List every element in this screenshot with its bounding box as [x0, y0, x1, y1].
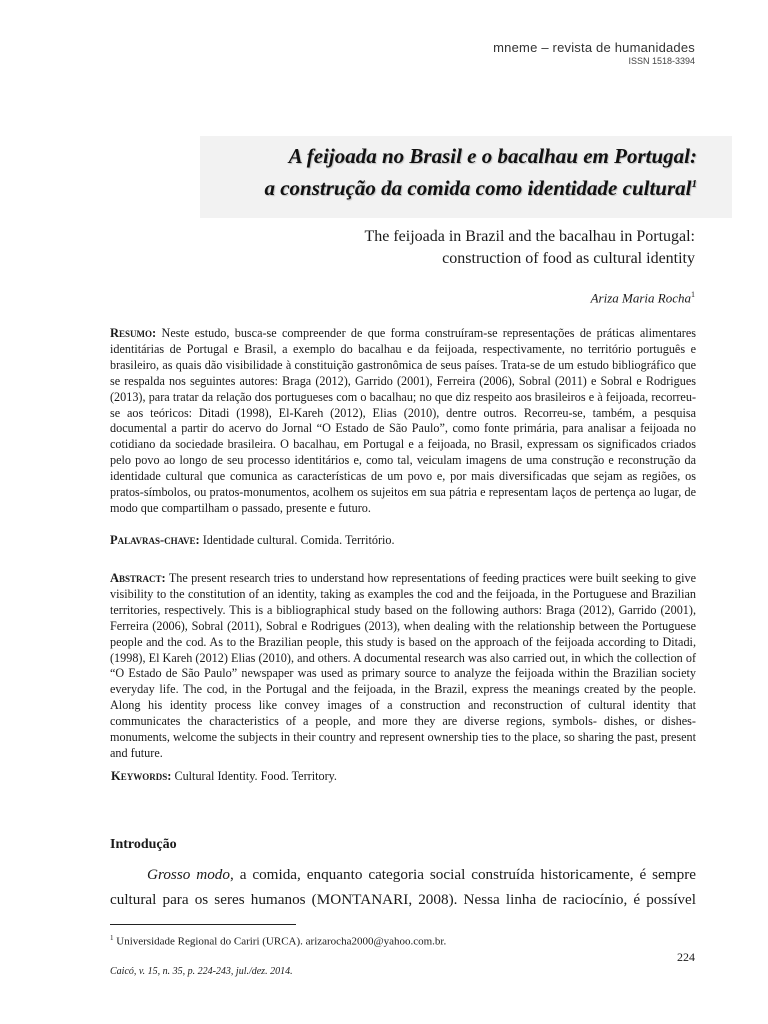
- keywords-label: Keywords:: [111, 769, 172, 783]
- footnote-divider: [110, 924, 296, 925]
- intro-line1: [110, 866, 696, 884]
- abstract-text: The present research tries to understand how representations of feeding practices were built seeking to give visibility to the constitution of an identity, taking as examples the cod and the feijoada, in the Portuguese and Brazilian territories, respectively. This is a bibliographical study based on the following authors: Braga (2012), Garrido (2001), Ferreira (2006), Sobral (2011), Sobral e Rodrigues (2013), when dealing with the relationship between the Portuguese people and the cod. As to the Brazilian people, this study is based on the approach of the feijoada according to Ditadi, (1998), El Kareh (2012) Elias (2010), and others. A documental research was also carried out, in which the collection of “O Estado de São Paulo” newspaper was used as primary source to analyze the feijoada within the Brazilian society everyday life. The cod, in the Portugal and the feijoada, in the Brazil, express the meanings created by the people. Along his identity process like convey images of a construction and reconstruction of cultural identity that communicates the characteristics of a people, and more they are diverse regions, symbols- dishes, or dishes- monuments, welcome the subjects in their country and represent ownership ties to the place, so sharing the past, present and future.: [110, 571, 697, 760]
- english-title-line2: construction of food as cultural identity: [442, 250, 695, 267]
- journal-citation: Caicó, v. 15, n. 35, p. 224-243, jul./dez. 2014.: [110, 966, 293, 977]
- page-number: 224: [677, 950, 695, 964]
- resumo-paragraph: [110, 326, 696, 517]
- intro-line1-text: , a comida, enquanto categoria social construída historicamente, é sempre: [229, 866, 696, 883]
- section-heading-introducao: Introdução: [110, 837, 177, 852]
- footnote: [110, 934, 446, 948]
- intro-italic-term: Grosso modo: [147, 866, 230, 883]
- journal-name: mneme – revista de humanidades: [493, 40, 695, 55]
- resumo-text: Neste estudo, busca-se compreender de que forma construíram-se representações de práticas alimentares identitárias de Portugal e Brasil, a exemplo do bacalhau e da feijoada, respectivamente, no território português e brasileiro, as quais dão visibilidade à constituição gastronômica de seus países. Trata-se de um estudo bibliográfico que se respalda nos seguintes autores: Braga (2012), Garrido (2001), Ferreira (2006), Sobral (2011) e Sobral e Rodrigues (2013), para tratar da relação dos portugueses com o bacalhau; no que diz respeito aos brasileiros e à feijoada, recorreu-se aos teóricos: Ditadi (1998), El-Kareh (2012), Elias (2010), dentre outros. Recorreu-se, também, a pesquisa documental a partir do acervo do Jornal “O Estado de São Paulo”, como fonte primária, para analisar a feijoada no cotidiano da sociedade brasileira. O bacalhau, em Portugal e a feijoada, no Brasil, expressam os significados criados pelo povo ao longo de seu processo identitários e, como tal, veiculam imagens de uma construção e reconstrução da identidade cultural que comunica as características de um povo e, por mais diversificadas que sejam as regiões, os pratos-símbolos, ou pratos-monumentos, acolhem os sujeitos em sua pátria e representam laços de pertença ao lugar, de modo que compartilham o passado, presente e futuro.: [110, 326, 696, 515]
- palavras-chave: [110, 533, 395, 548]
- palavras-chave-label: Palavras-chave:: [110, 533, 200, 547]
- issn: ISSN 1518-3394: [628, 56, 695, 66]
- author-footnote-mark[interactable]: 1: [691, 290, 695, 299]
- abstract-label: Abstract:: [110, 571, 166, 585]
- title-footnote-mark[interactable]: 1: [691, 178, 697, 190]
- article-title-line2: [264, 176, 697, 201]
- keywords-text: Cultural Identity. Food. Territory.: [174, 769, 337, 783]
- keywords: [111, 769, 337, 784]
- author-name: Ariza Maria Rocha: [590, 290, 691, 306]
- footnote-mark: 1: [110, 934, 114, 942]
- article-title-line2-text: a construção da comida como identidade cultural: [264, 176, 692, 200]
- resumo-label: Resumo:: [110, 326, 157, 340]
- palavras-chave-text: Identidade cultural. Comida. Território.: [202, 533, 395, 547]
- footnote-text: Universidade Regional do Cariri (URCA). arizarocha2000@yahoo.com.br.: [116, 935, 447, 948]
- author: [591, 290, 695, 306]
- english-title-line1: The feijoada in Brazil and the bacalhau in Portugal:: [364, 228, 695, 245]
- abstract-paragraph: [110, 571, 696, 762]
- article-title-line1: A feijoada no Brasil e o bacalhau em Portugal:: [288, 144, 697, 168]
- intro-line2: cultural para os seres humanos (MONTANARI, 2008). Nessa linha de raciocínio, é possível: [110, 891, 696, 908]
